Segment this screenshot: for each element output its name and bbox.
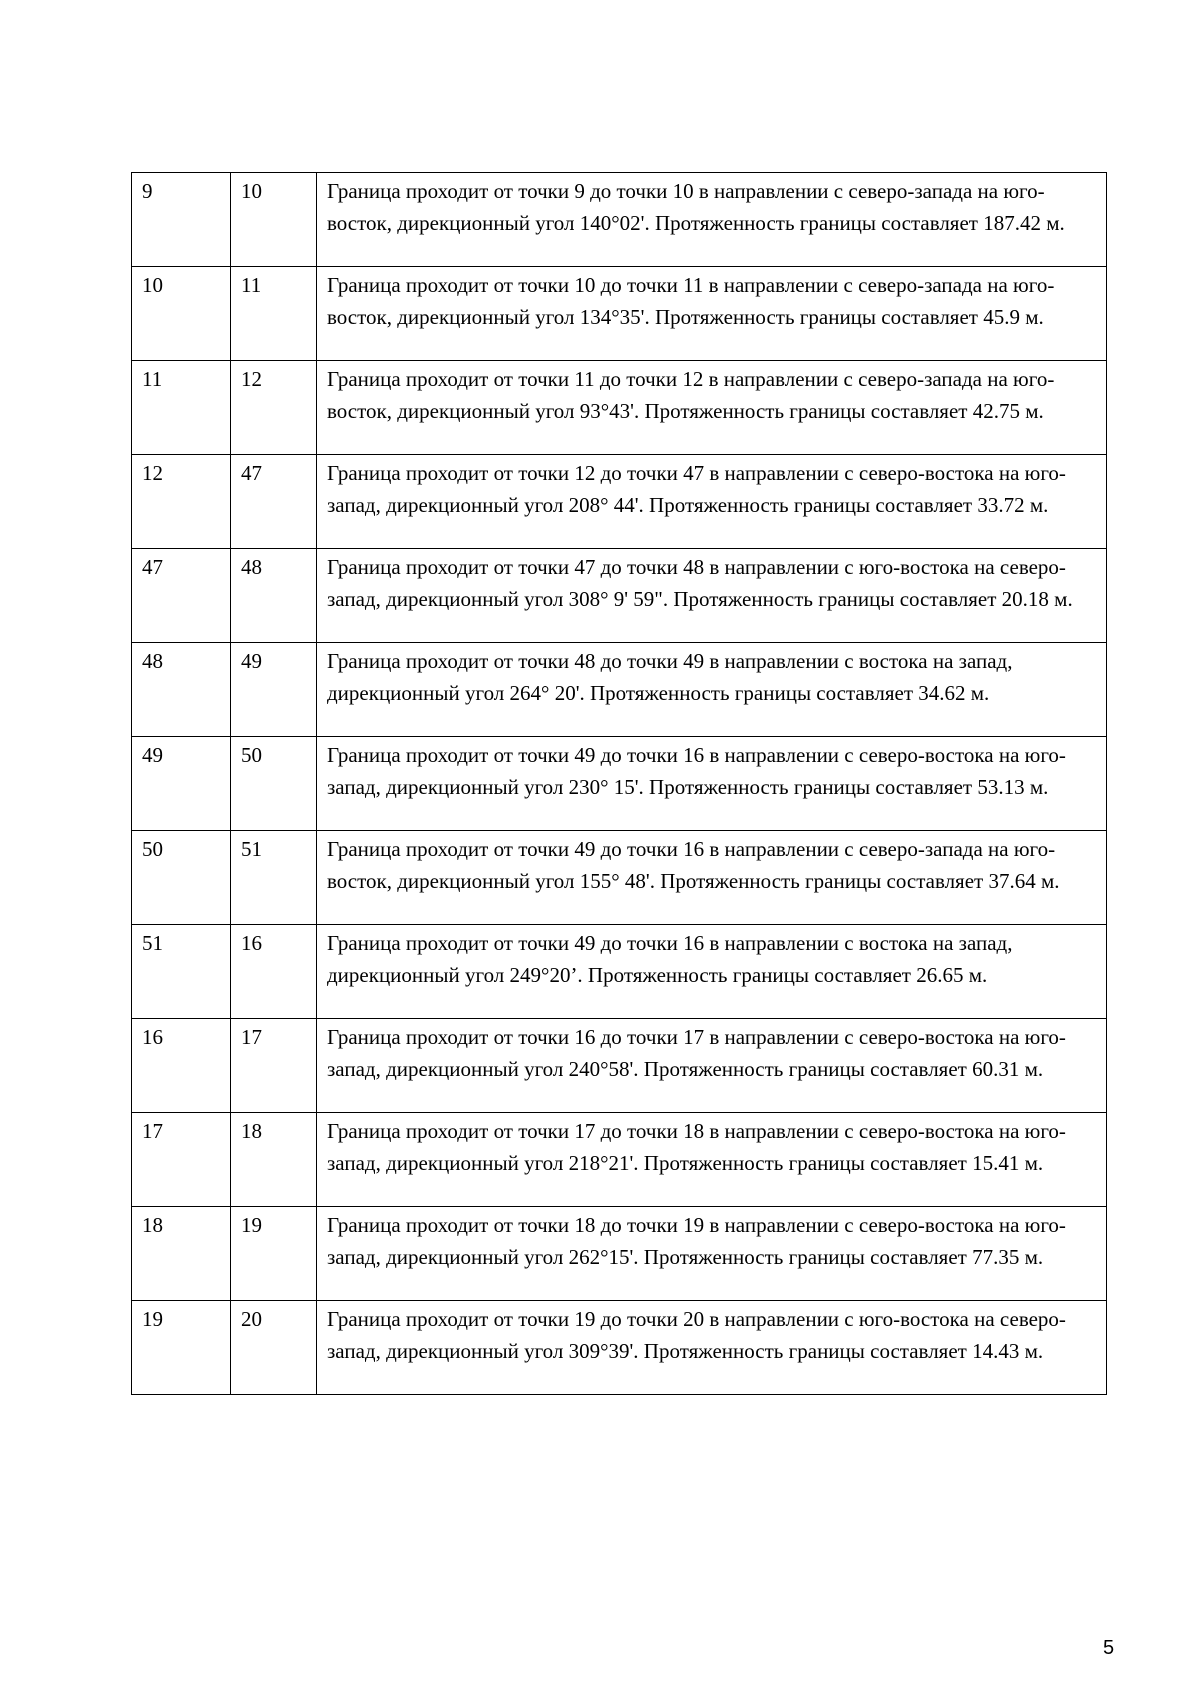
to-point-cell: 17 xyxy=(231,1019,317,1113)
description-cell: Граница проходит от точки 16 до точки 17 в направлении с северо-востока на юго-запад, дирекционный угол 240°58'. Протяженность границы составляет 60.31 м. xyxy=(317,1019,1107,1113)
description-cell: Граница проходит от точки 49 до точки 16 в направлении с северо-запада на юго-восток, дирекционный угол 155° 48'. Протяженность границы составляет 37.64 м. xyxy=(317,831,1107,925)
to-point-cell: 49 xyxy=(231,643,317,737)
table-row xyxy=(132,361,1107,455)
from-point-cell: 49 xyxy=(132,737,231,831)
description-cell: Граница проходит от точки 48 до точки 49 в направлении с востока на запад, дирекционный угол 264° 20'. Протяженность границы составляет 34.62 м. xyxy=(317,643,1107,737)
page-number: 5 xyxy=(1103,1637,1115,1659)
description-cell: Граница проходит от точки 49 до точки 16 в направлении с востока на запад, дирекционный угол 249°20’. Протяженность границы составляет 26.65 м. xyxy=(317,925,1107,1019)
table-row xyxy=(132,1207,1107,1301)
to-point-cell: 51 xyxy=(231,831,317,925)
table-row xyxy=(132,173,1107,267)
from-point-cell: 50 xyxy=(132,831,231,925)
description-cell: Граница проходит от точки 17 до точки 18 в направлении с северо-востока на юго-запад, дирекционный угол 218°21'. Протяженность границы составляет 15.41 м. xyxy=(317,1113,1107,1207)
table-row xyxy=(132,267,1107,361)
description-cell: Граница проходит от точки 19 до точки 20 в направлении с юго-востока на северо-запад, дирекционный угол 309°39'. Протяженность границы составляет 14.43 м. xyxy=(317,1301,1107,1395)
to-point-cell: 11 xyxy=(231,267,317,361)
boundary-description-table xyxy=(131,172,1107,1395)
table-row xyxy=(132,1301,1107,1395)
table-row xyxy=(132,925,1107,1019)
from-point-cell: 19 xyxy=(132,1301,231,1395)
from-point-cell: 10 xyxy=(132,267,231,361)
to-point-cell: 48 xyxy=(231,549,317,643)
from-point-cell: 48 xyxy=(132,643,231,737)
table-row xyxy=(132,737,1107,831)
description-cell: Граница проходит от точки 10 до точки 11 в направлении с северо-запада на юго-восток, дирекционный угол 134°35'. Протяженность границы составляет 45.9 м. xyxy=(317,267,1107,361)
from-point-cell: 17 xyxy=(132,1113,231,1207)
from-point-cell: 12 xyxy=(132,455,231,549)
from-point-cell: 9 xyxy=(132,173,231,267)
description-cell: Граница проходит от точки 47 до точки 48 в направлении с юго-востока на северо-запад, дирекционный угол 308° 9' 59". Протяженность границы составляет 20.18 м. xyxy=(317,549,1107,643)
to-point-cell: 16 xyxy=(231,925,317,1019)
table-row xyxy=(132,1019,1107,1113)
from-point-cell: 18 xyxy=(132,1207,231,1301)
table-row xyxy=(132,831,1107,925)
description-cell: Граница проходит от точки 49 до точки 16 в направлении с северо-востока на юго-запад, дирекционный угол 230° 15'. Протяженность границы составляет 53.13 м. xyxy=(317,737,1107,831)
table-row xyxy=(132,549,1107,643)
from-point-cell: 11 xyxy=(132,361,231,455)
from-point-cell: 47 xyxy=(132,549,231,643)
from-point-cell: 51 xyxy=(132,925,231,1019)
table-row xyxy=(132,643,1107,737)
to-point-cell: 18 xyxy=(231,1113,317,1207)
to-point-cell: 12 xyxy=(231,361,317,455)
table-row xyxy=(132,1113,1107,1207)
to-point-cell: 47 xyxy=(231,455,317,549)
from-point-cell: 16 xyxy=(132,1019,231,1113)
description-cell: Граница проходит от точки 12 до точки 47 в направлении с северо-востока на юго-запад, дирекционный угол 208° 44'. Протяженность границы составляет 33.72 м. xyxy=(317,455,1107,549)
table-body xyxy=(132,173,1107,1395)
to-point-cell: 19 xyxy=(231,1207,317,1301)
description-cell: Граница проходит от точки 18 до точки 19 в направлении с северо-востока на юго-запад, дирекционный угол 262°15'. Протяженность границы составляет 77.35 м. xyxy=(317,1207,1107,1301)
description-cell: Граница проходит от точки 11 до точки 12 в направлении с северо-запада на юго-восток, дирекционный угол 93°43'. Протяженность границы составляет 42.75 м. xyxy=(317,361,1107,455)
to-point-cell: 20 xyxy=(231,1301,317,1395)
to-point-cell: 50 xyxy=(231,737,317,831)
to-point-cell: 10 xyxy=(231,173,317,267)
description-cell: Граница проходит от точки 9 до точки 10 в направлении с северо-запада на юго-восток, дирекционный угол 140°02'. Протяженность границы составляет 187.42 м. xyxy=(317,173,1107,267)
table-row xyxy=(132,455,1107,549)
